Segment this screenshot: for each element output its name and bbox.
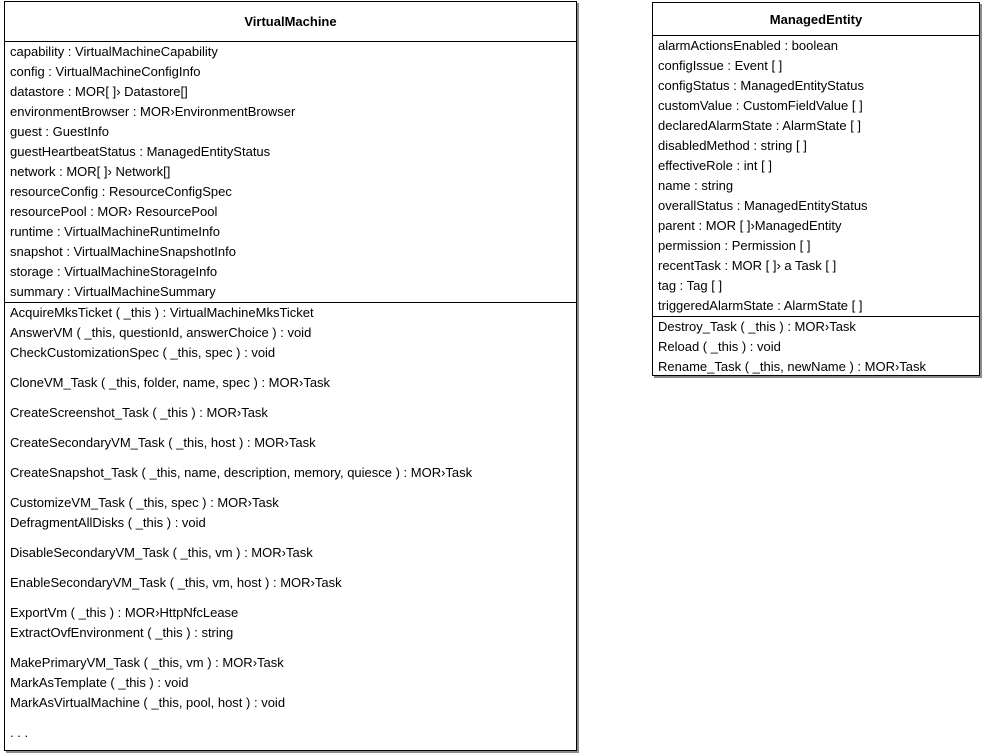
managedentity-class-box	[652, 2, 980, 376]
operation: AnswerVM ( _this, questionId, answerChoice ) : void	[10, 325, 312, 340]
operation: DisableSecondaryVM_Task ( _this, vm ) : MOR›Task	[10, 545, 313, 560]
attribute: alarmActionsEnabled : boolean	[658, 38, 838, 53]
operations-section	[5, 303, 576, 743]
operation: Reload ( _this ) : void	[658, 339, 781, 354]
operation: CreateSnapshot_Task ( _this, name, description, memory, quiesce ) : MOR›Task	[10, 465, 473, 480]
attribute: name : string	[658, 178, 734, 193]
attribute: datastore : MOR[ ]› Datastore[]	[10, 84, 188, 99]
operation: ExtractOvfEnvironment ( _this ) : string	[10, 625, 234, 640]
attribute: runtime : VirtualMachineRuntimeInfo	[10, 224, 221, 239]
operation: Destroy_Task ( _this ) : MOR›Task	[658, 319, 856, 334]
class-name: VirtualMachine	[5, 2, 576, 42]
operation: Rename_Task ( _this, newName ) : MOR›Task	[658, 359, 927, 374]
attribute: config : VirtualMachineConfigInfo	[10, 64, 201, 79]
attribute: network : MOR[ ]› Network[]	[10, 164, 171, 179]
class-name: ManagedEntity	[653, 3, 979, 36]
operation: MarkAsVirtualMachine ( _this, pool, host ) : void	[10, 695, 286, 710]
operation: MarkAsTemplate ( _this ) : void	[10, 675, 189, 690]
operation: CreateSecondaryVM_Task ( _this, host ) : MOR›Task	[10, 435, 316, 450]
operation: CustomizeVM_Task ( _this, spec ) : MOR›Task	[10, 495, 279, 510]
operation: EnableSecondaryVM_Task ( _this, vm, host ) : MOR›Task	[10, 575, 342, 590]
operation: MakePrimaryVM_Task ( _this, vm ) : MOR›Task	[10, 655, 284, 670]
attributes-section	[653, 36, 979, 317]
attribute: storage : VirtualMachineStorageInfo	[10, 264, 218, 279]
attribute: overallStatus : ManagedEntityStatus	[658, 198, 868, 213]
attribute: summary : VirtualMachineSummary	[10, 284, 216, 299]
operations-section	[653, 317, 979, 377]
virtualmachine-class-box	[4, 1, 577, 751]
attribute: configIssue : Event [ ]	[658, 58, 783, 73]
attribute: recentTask : MOR [ ]› a Task [ ]	[658, 258, 837, 273]
operation: AcquireMksTicket ( _this ) : VirtualMachineMksTicket	[10, 305, 314, 320]
attribute: declaredAlarmState : AlarmState [ ]	[658, 118, 862, 133]
attribute: triggeredAlarmState : AlarmState [ ]	[658, 298, 863, 313]
attribute: capability : VirtualMachineCapability	[10, 44, 218, 59]
attribute: effectiveRole : int [ ]	[658, 158, 772, 173]
operation: CloneVM_Task ( _this, folder, name, spec ) : MOR›Task	[10, 375, 331, 390]
attribute: configStatus : ManagedEntityStatus	[658, 78, 864, 93]
operation: CheckCustomizationSpec ( _this, spec ) : void	[10, 345, 276, 360]
ellipsis: . . .	[10, 725, 29, 740]
attribute: permission : Permission [ ]	[658, 238, 811, 253]
attribute: snapshot : VirtualMachineSnapshotInfo	[10, 244, 236, 259]
attribute: environmentBrowser : MOR›EnvironmentBrowser	[10, 104, 296, 119]
attribute: guest : GuestInfo	[10, 124, 110, 139]
attribute: guestHeartbeatStatus : ManagedEntityStatus	[10, 144, 271, 159]
operation: CreateScreenshot_Task ( _this ) : MOR›Task	[10, 405, 268, 420]
attribute: parent : MOR [ ]›ManagedEntity	[658, 218, 842, 233]
operation: ExportVm ( _this ) : MOR›HttpNfcLease	[10, 605, 239, 620]
operation: DefragmentAllDisks ( _this ) : void	[10, 515, 206, 530]
attribute: resourceConfig : ResourceConfigSpec	[10, 184, 232, 199]
attribute: customValue : CustomFieldValue [ ]	[658, 98, 863, 113]
attributes-section	[5, 42, 576, 303]
attribute: resourcePool : MOR› ResourcePool	[10, 204, 218, 219]
attribute: disabledMethod : string [ ]	[658, 138, 807, 153]
attribute: tag : Tag [ ]	[658, 278, 723, 293]
